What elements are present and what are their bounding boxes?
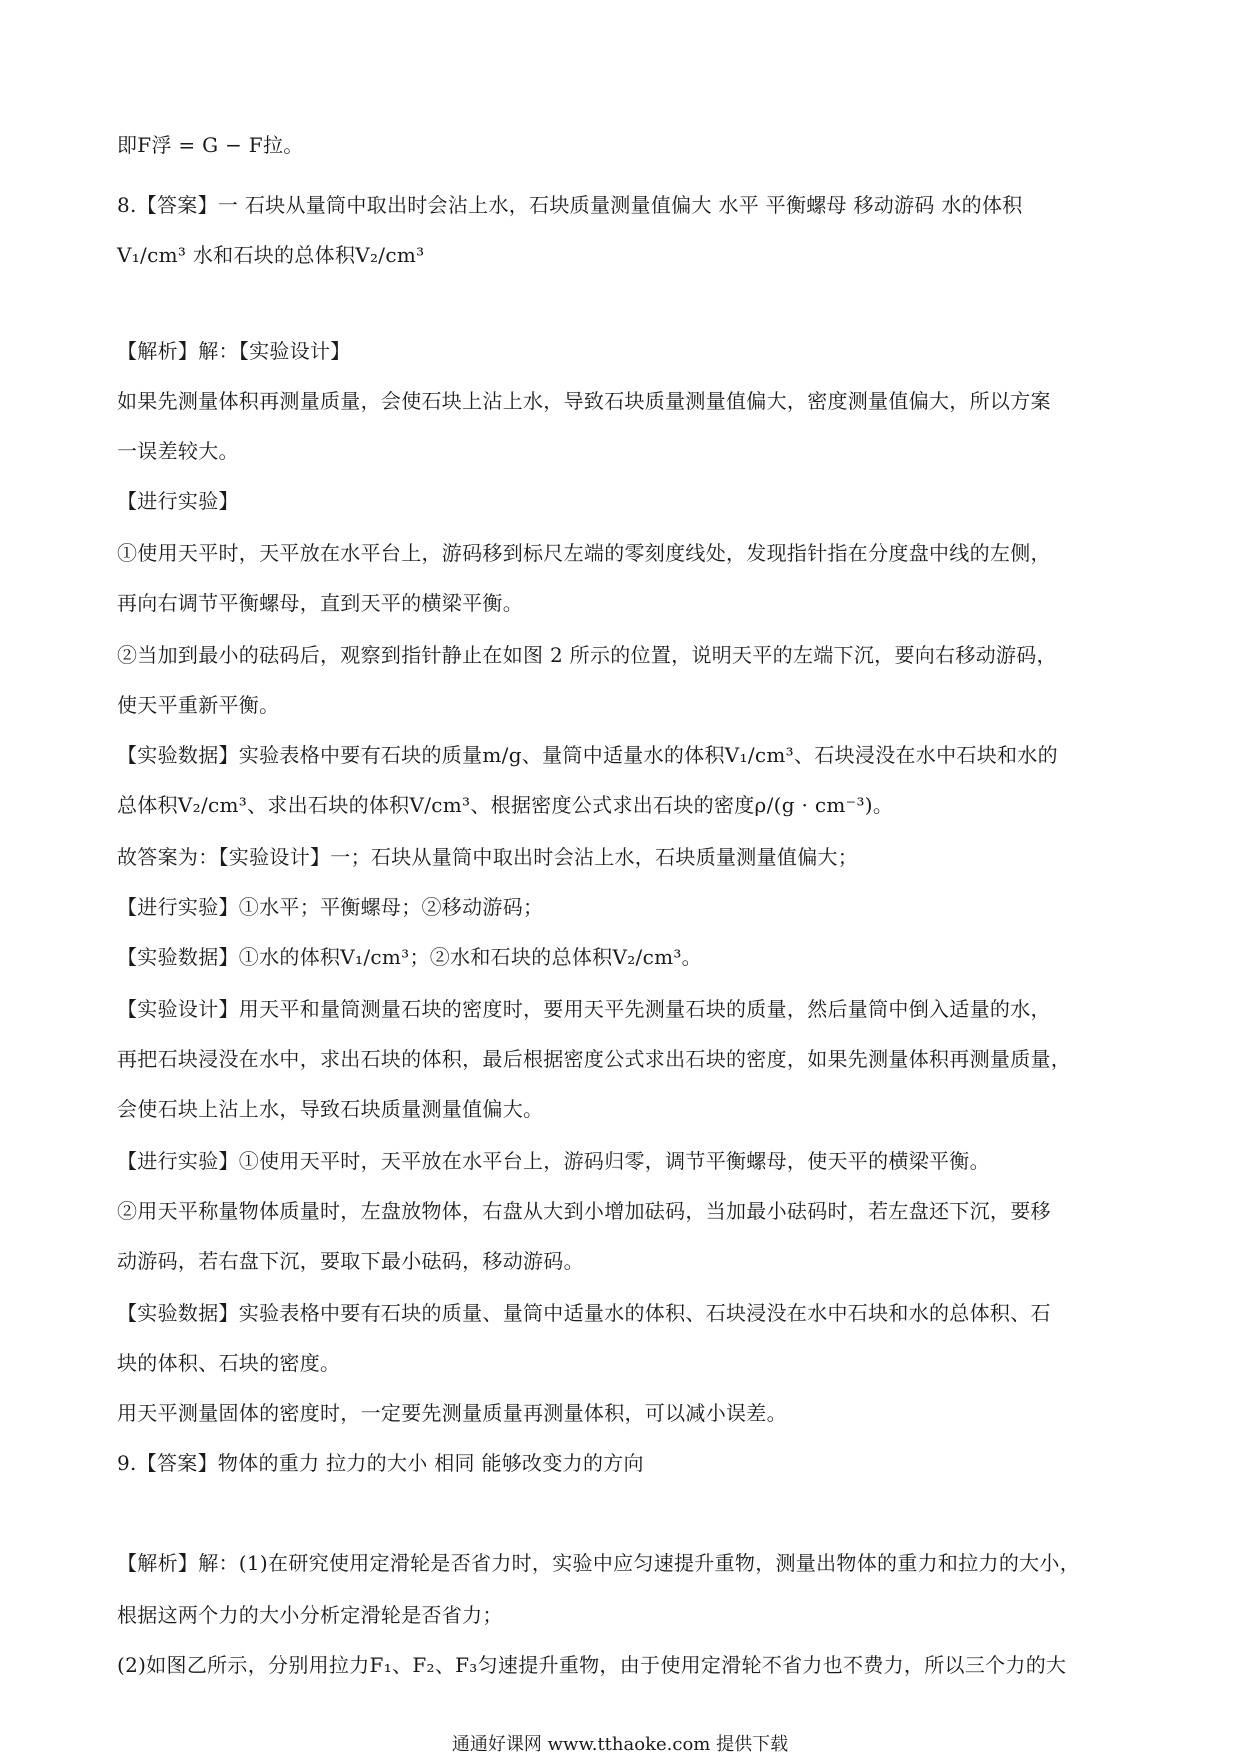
text-line-18: 再把石块浸没在水中，求出石块的体积，最后根据密度公式求出石块的密度，如果先测量体积再测量质量， — [117, 1047, 1072, 1071]
text-line-25: 用天平测量固体的密度时，一定要先测量质量再测量体积，可以减小误差。 — [117, 1401, 787, 1425]
text-line-28: 根据这两个力的大小分析定滑轮是否省力； — [117, 1603, 503, 1627]
text-line-14: 故答案为：【实验设计】一；石块从量筒中取出时会沾上水，石块质量测量值偏大； — [117, 845, 859, 869]
text-line-23: 【实验数据】实验表格中要有石块的质量、量筒中适量水的体积、石块浸没在水中石块和水的总体积、石 — [117, 1301, 1051, 1325]
text-line-22: 动游码，若右盘下沉，要取下最小砝码，移动游码。 — [117, 1249, 584, 1273]
text-line-10: ②当加到最小的砝码后，观察到指针静止在如图 2 所示的位置，说明天平的左端下沉，要向右移动游码， — [117, 643, 1057, 667]
text-line-7: 【进行实验】 — [117, 489, 239, 513]
text-line-6: 一误差较大。 — [117, 439, 239, 463]
text-line-27: 【解析】解：(1)在研究使用定滑轮是否省力时，实验中应匀速提升重物，测量出物体的重力和拉力的大小， — [117, 1551, 1081, 1575]
text-line-9: 再向右调节平衡螺母，直到天平的横梁平衡。 — [117, 591, 523, 615]
text-line-13: 总体积V₂/cm³、求出石块的体积V/cm³、根据密度公式求出石块的密度ρ/(g · cm⁻³)。 — [117, 793, 894, 817]
text-line-11: 使天平重新平衡。 — [117, 693, 280, 717]
text-line-12: 【实验数据】实验表格中要有石块的质量m/g、量筒中适量水的体积V₁/cm³、石块浸没在水中石块和水的 — [117, 743, 1058, 767]
answer-9-line: 9.【答案】物体的重力 拉力的大小 相同 能够改变力的方向 — [117, 1451, 644, 1475]
text-line-1: 即F浮 = G − F拉。 — [117, 133, 304, 157]
text-line-29: (2)如图乙所示，分别用拉力F₁、F₂、F₃匀速提升重物，由于使用定滑轮不省力也不费力，所以三个力的大 — [117, 1653, 1067, 1677]
text-line-21: ②用天平称量物体质量时，左盘放物体，右盘从大到小增加砝码，当加最小砝码时，若左盘还下沉，要移 — [117, 1199, 1051, 1223]
text-line-17: 【实验设计】用天平和量筒测量石块的密度时，要用天平先测量石块的质量，然后量筒中倒入适量的水， — [117, 997, 1051, 1021]
text-line-24: 块的体积、石块的密度。 — [117, 1351, 341, 1375]
analysis-heading: 【解析】解：【实验设计】 — [117, 339, 351, 363]
text-line-15: 【进行实验】①水平；平衡螺母；②移动游码； — [117, 895, 544, 919]
text-line-16: 【实验数据】①水的体积V₁/cm³；②水和石块的总体积V₂/cm³。 — [117, 945, 702, 969]
text-line-20: 【进行实验】①使用天平时，天平放在水平台上，游码归零，调节平衡螺母，使天平的横梁平衡。 — [117, 1149, 990, 1173]
answer-8-line-1: 8.【答案】一 石块从量筒中取出时会沾上水，石块质量测量值偏大 水平 平衡螺母 移动游码 水的体积 — [117, 193, 1023, 217]
answer-8-line-2: V₁/cm³ 水和石块的总体积V₂/cm³ — [117, 243, 425, 267]
page-footer: 通通好课网 www.tthaoke.com 提供下载 — [451, 1734, 789, 1755]
text-line-5: 如果先测量体积再测量质量，会使石块上沾上水，导致石块质量测量值偏大，密度测量值偏大，所以方案 — [117, 389, 1051, 413]
text-line-19: 会使石块上沾上水，导致石块质量测量值偏大。 — [117, 1097, 544, 1121]
text-line-8: ①使用天平时，天平放在水平台上，游码移到标尺左端的零刻度线处，发现指针指在分度盘中线的左侧， — [117, 541, 1051, 565]
